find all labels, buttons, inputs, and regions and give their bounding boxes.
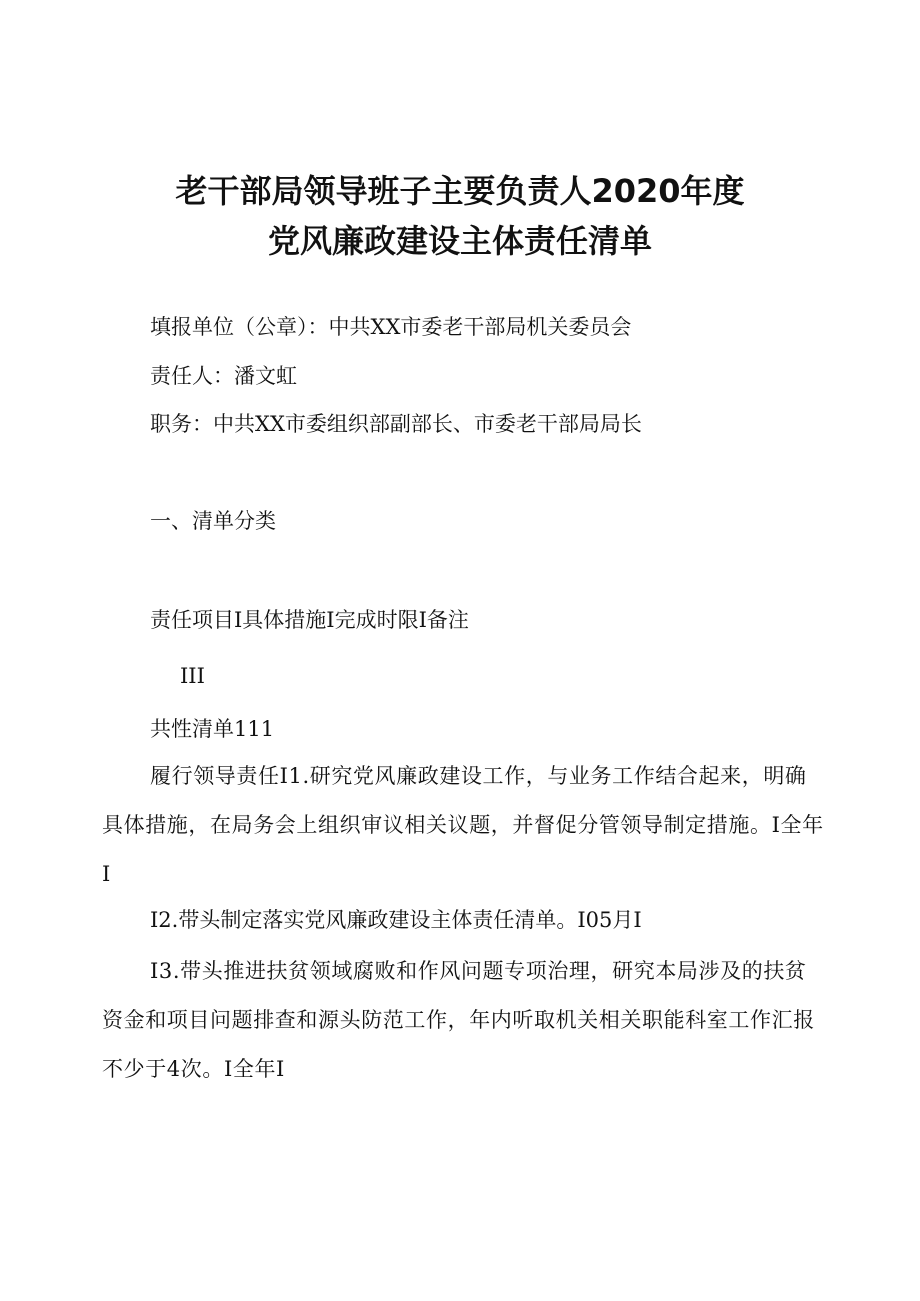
list-item-1: 履行领导责任I1.研究党风廉政建设工作，与业务工作结合起来，明确具体措施，在局务会上组织审议相关议题，并督促分管领导制定措施。I全年I — [102, 764, 824, 886]
section-heading: 一、清单分类 — [150, 509, 276, 533]
position-title: 职务：中共XX市委组织部副部长、市委老干部局局长 — [150, 412, 642, 436]
list-item-2: I2.带头制定落实党风廉政建设主体责任清单。I05月I — [150, 908, 642, 932]
fill-unit: 填报单位（公章）：中共XX市委老干部局机关委员会 — [150, 315, 632, 339]
table-header: 责任项目I具体措施I完成时限I备注 — [150, 608, 469, 632]
title-line-1: 老干部局领导班子主要负责人2020年度 — [175, 172, 745, 210]
separator-row: III — [180, 664, 205, 688]
responsible-person: 责任人：潘文虹 — [150, 364, 297, 388]
title-line-2: 党风廉政建设主体责任清单 — [267, 222, 652, 260]
common-list-heading: 共性清单111 — [150, 717, 275, 741]
list-item-3: I3.带头推进扶贫领域腐败和作风问题专项治理，研究本局涉及的扶贫资金和项目问题排查和源头防范工作，年内听取机关相关职能科室工作汇报不少于4次。I全年I — [102, 959, 815, 1081]
